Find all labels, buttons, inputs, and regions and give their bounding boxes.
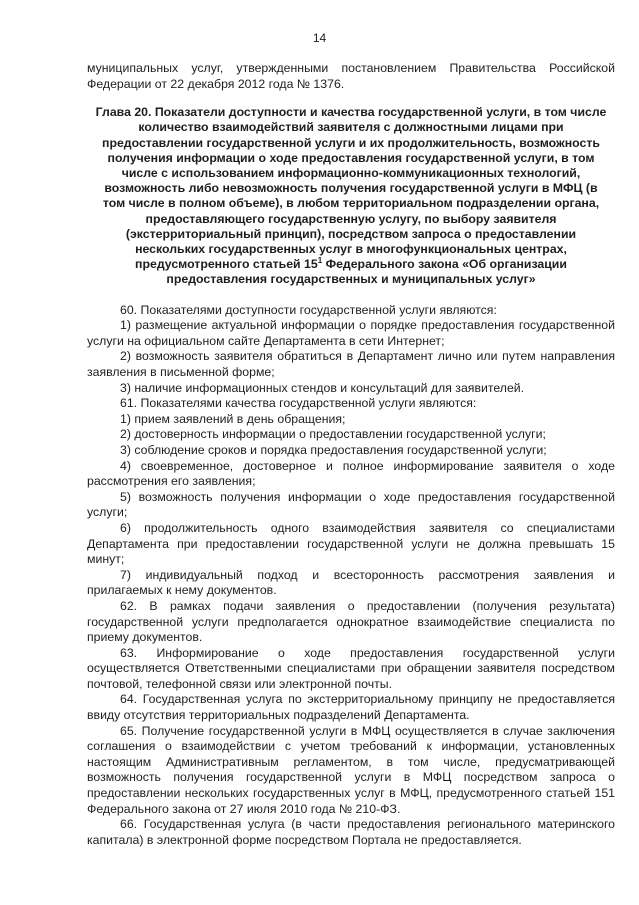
clause-61-item-2: 2) достоверность информации о предоставлении государственной услуги; [120, 427, 546, 442]
clause-60-item-3: 3) наличие информационных стендов и консультаций для заявителей. [120, 380, 525, 395]
clause-61-item-4: 4) своевременное, достоверное и полное информирование заявителя о ходе рассмотрения его заявления; [87, 458, 615, 489]
clause-63: 63. Информирование о ходе предоставления государственной услуги осуществляется Ответственными специалистами при обращении заявителя посредством почтовой, телефонной связи или электронной почты. [87, 645, 615, 691]
clause-61: 61. Показателями качества государственной услуги являются: [120, 396, 477, 411]
clause-61-item-1: 1) прием заявлений в день обращения; [120, 411, 346, 426]
clause-62: 62. В рамках подачи заявления о предоставлении (получения результата) государственной услуги предполагается однократное взаимодействие специалиста по приему документов. [87, 598, 615, 645]
clause-60: 60. Показателями доступности государственной услуги являются: [120, 302, 497, 317]
chapter-heading-text-end: Федерального закона «Об организации предоставления государственных и муниципальных услуг» [166, 257, 567, 287]
chapter-heading [93, 105, 609, 287]
clause-61-item-7: 7) индивидуальный подход и всесторонность рассмотрения заявления и прилагаемых к нему документов. [87, 567, 615, 598]
clause-61-item-5: 5) возможность получения информации о ходе предоставления государственной услуги; [87, 489, 615, 520]
clause-65: 65. Получение государственной услуги в МФЦ осуществляется в случае заключения соглашения о взаимодействии с учетом требований к информации, установленных настоящим Административным регламентом, в том числе, предусматривающей возможность получения государственной услуги в МФЦ посредством запроса о предоставлении нескольких государственных услуг в МФЦ, предусмотренного статьей 151 Федерального закона от 27 июля 2010 года № 210-ФЗ. [87, 723, 615, 816]
document-body [87, 61, 615, 848]
page-number: 14 [312, 31, 327, 45]
clause-61-item-3: 3) соблюдение сроков и порядка предоставления государственной услуги; [120, 442, 547, 457]
intro-paragraph: муниципальных услуг, утвержденными постановлением Правительства Российской Федерации от 22 декабря 2012 года № 1376. [87, 61, 615, 91]
clause-66: 66. Государственная услуга (в части предоставления регионального материнского капитала) в электронной форме посредством Портала не предоставляется. [87, 817, 615, 847]
chapter-heading-superscript: 1 [317, 256, 323, 266]
clause-64: 64. Государственная услуга по экстерриториальному принципу не предоставляется ввиду отсутствия территориальных подразделений Департамента. [87, 692, 615, 723]
clause-60-item-2: 2) возможность заявителя обратиться в Департамент лично или путем направления заявления в письменной форме; [87, 349, 615, 379]
chapter-heading-text: Глава 20. Показатели доступности и качества государственной услуги, в том числе количество взаимодействий заявителя с должностными лицами при предоставлении государственной услуги и их продолжительность, возможность получения информации о ходе предоставления государственной услуги, в том числе с использованием информационно-коммуникационных технологий, возможность либо невозможность получения государственной услуги в МФЦ (в том числе в полном объеме), в любом территориальном подразделении органа, предоставляющего государственную услугу, по выбору заявителя (экстерриториальный принцип), посредством запроса о предоставлении нескольких государственных услуг в многофункциональных центрах, предусмотренного статьей 15 [95, 105, 607, 272]
clause-60-item-1: 1) размещение актуальной информации о порядке предоставления государственной услуги на официальном сайте Департамента в сети Интернет; [87, 318, 615, 348]
clause-61-item-6: 6) продолжительность одного взаимодействия заявителя со специалистами Департамента при предоставлении государственной услуги не должна превышать 15 минут; [87, 520, 615, 567]
